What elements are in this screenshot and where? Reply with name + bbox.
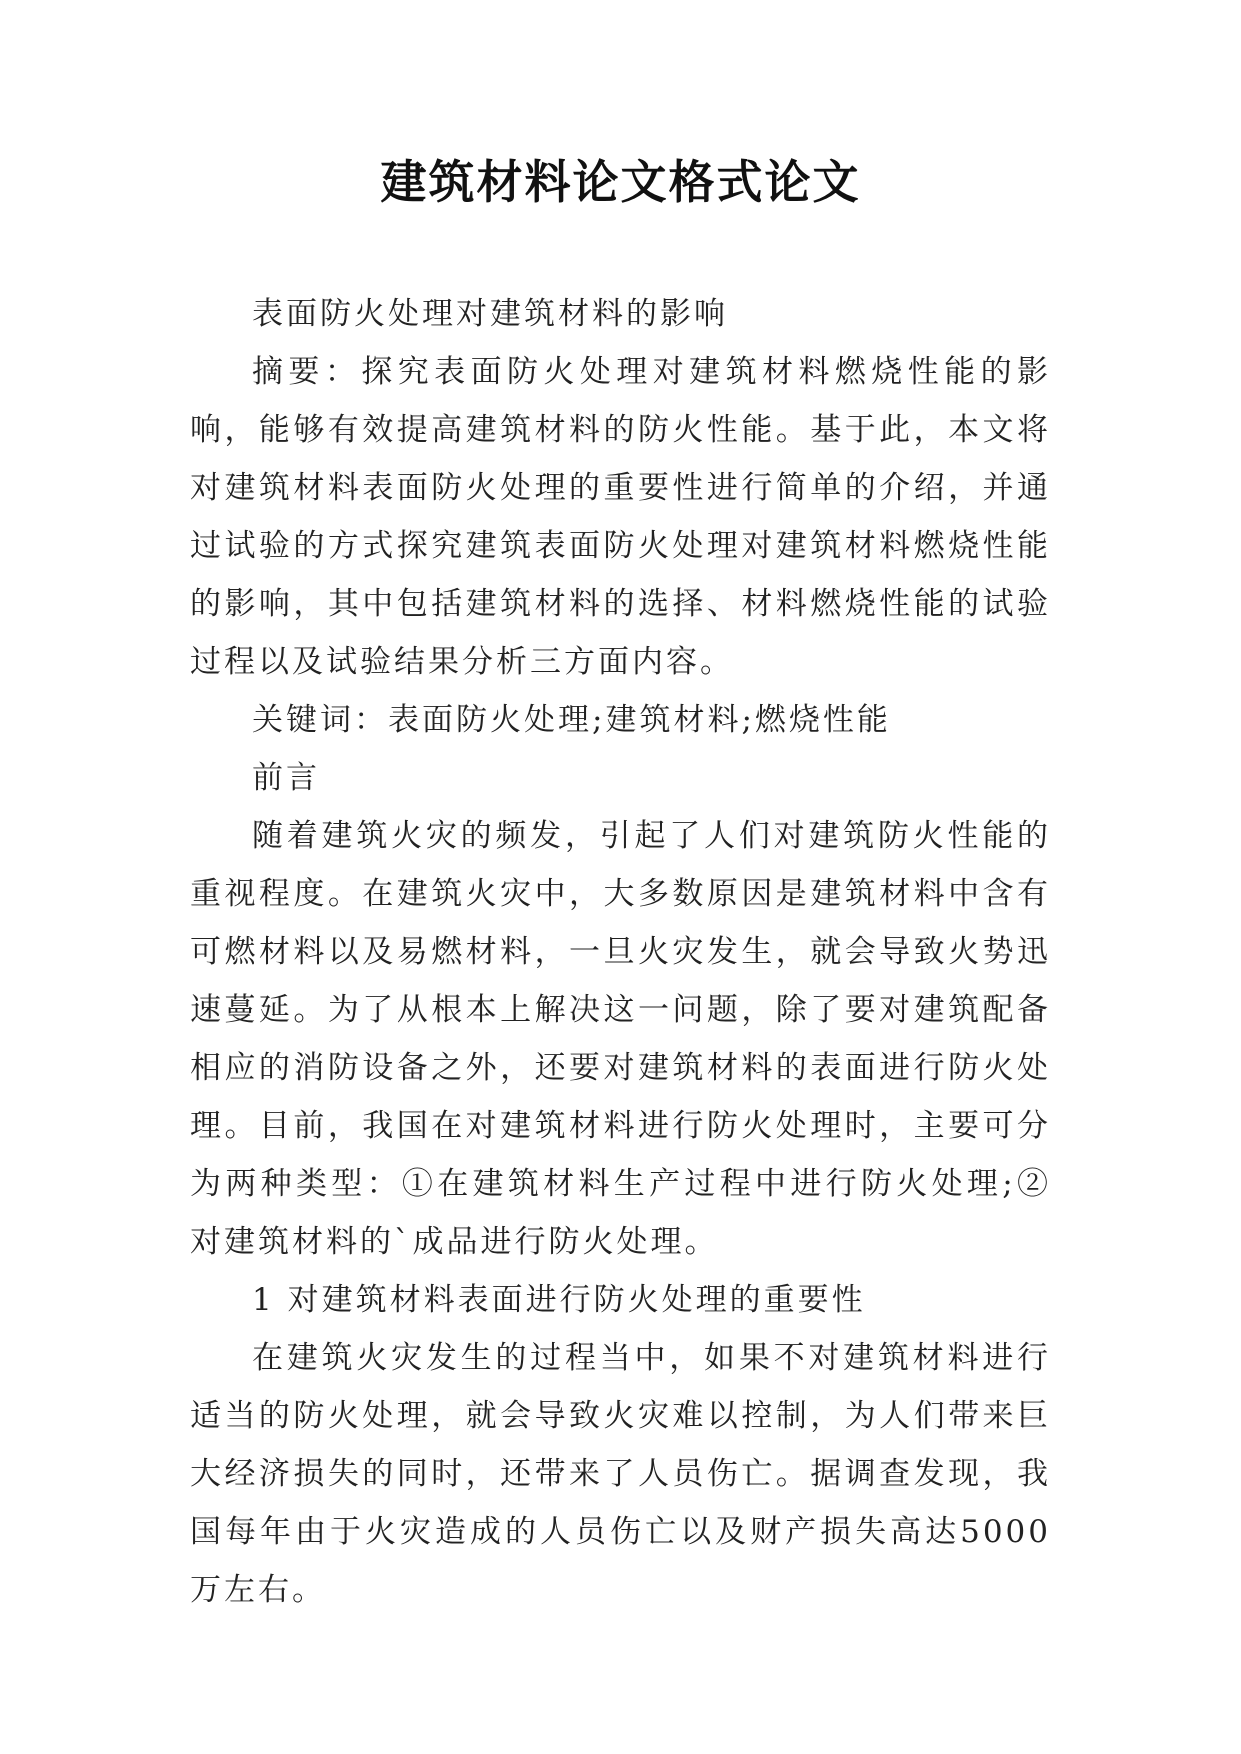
paragraph-abstract: 摘要：探究表面防火处理对建筑材料燃烧性能的影响，能够有效提高建筑材料的防火性能。基于此，本文将对建筑材料表面防火处理的重要性进行简单的介绍，并通过试验的方式探究建筑表面防火处理对建筑材料燃烧性能的影响，其中包括建筑材料的选择、材料燃烧性能的试验过程以及试验结果分析三方面内容。 bbox=[190, 354, 1051, 680]
document-title: 建筑材料论文格式论文 bbox=[380, 155, 861, 209]
paragraph-preface: 随着建筑火灾的频发，引起了人们对建筑防火性能的重视程度。在建筑火灾中，大多数原因是建筑材料中含有可燃材料以及易燃材料，一旦火灾发生，就会导致火势迅速蔓延。为了从根本上解决这一问题，除了要对建筑配备相应的消防设备之外，还要对建筑材料的表面进行防火处理。目前，我国在对建筑材料进行防火处理时，主要可分为两种类型：①在建筑材料生产过程中进行防火处理;②对建筑材料的`成品进行防火处理。 bbox=[190, 818, 1051, 1260]
section-heading-1: 1 对建筑材料表面进行防火处理的重要性 bbox=[252, 1282, 866, 1318]
document-body bbox=[190, 285, 1051, 1619]
paragraph-subtitle: 表面防火处理对建筑材料的影响 bbox=[252, 296, 728, 332]
paragraph-section-1: 在建筑火灾发生的过程当中，如果不对建筑材料进行适当的防火处理，就会导致火灾难以控制，为人们带来巨大经济损失的同时，还带来了人员伤亡。据调查发现，我国每年由于火灾造成的人员伤亡以及财产损失高达5000万左右。 bbox=[190, 1340, 1051, 1608]
paragraph-keywords: 关键词：表面防火处理;建筑材料;燃烧性能 bbox=[252, 702, 891, 738]
paragraph-preface-heading: 前言 bbox=[252, 760, 320, 796]
